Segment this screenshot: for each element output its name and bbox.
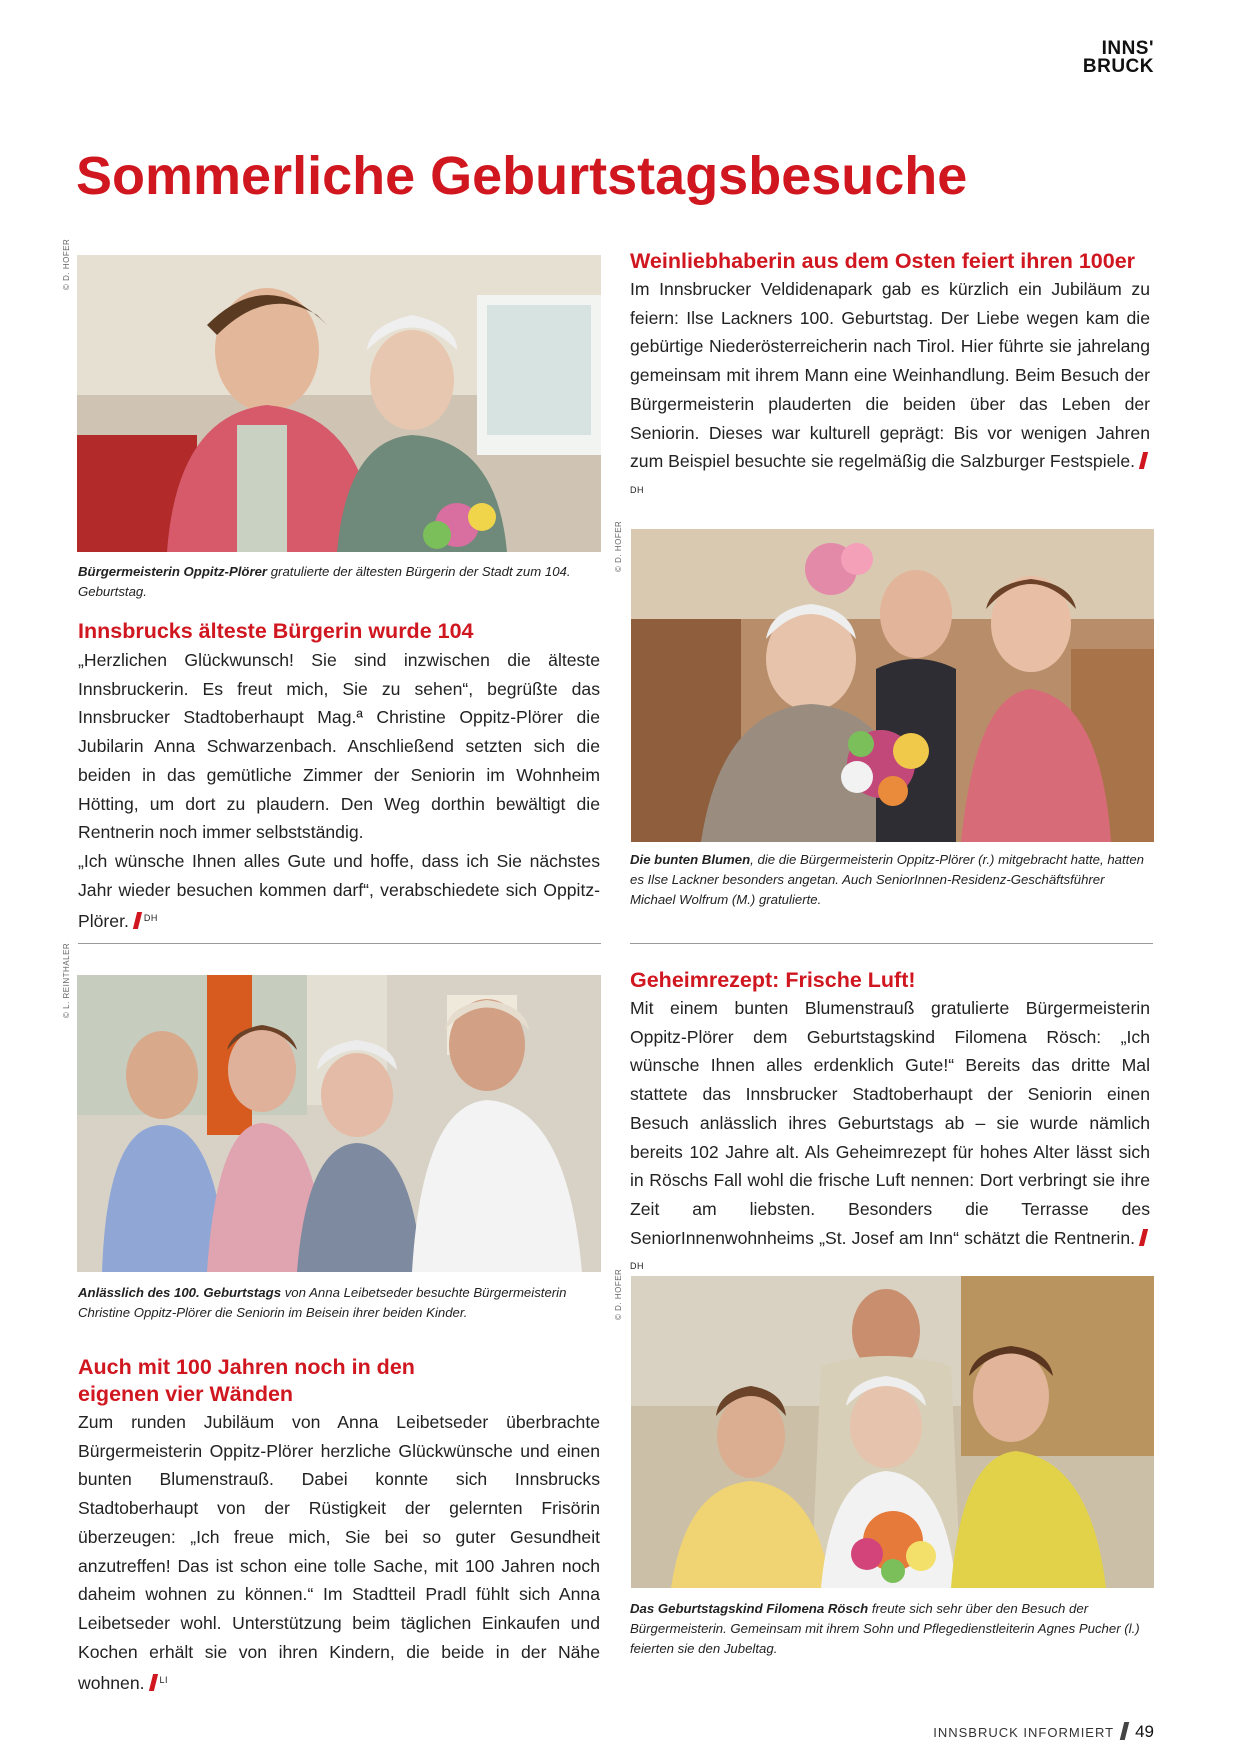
caption-2-text: , die die Bürgermeisterin Oppitz-Plörer (r.) mitgebracht hatte, hatten es Ilse Lackner besonders angetan. Auch SeniorInnen-Residenz-Geschäftsführer Michael Wolfrum (M.) gratulierte.: [630, 852, 1144, 907]
article-1-signature: DH: [143, 913, 158, 924]
photo-credit-1: © D. HOFER: [62, 238, 71, 290]
photo-credit-3: © L. REINTHALER: [62, 942, 71, 1018]
page-number: 49: [1135, 1722, 1154, 1741]
divider-left: [78, 943, 601, 944]
article-2-paragraph: [630, 275, 1150, 508]
footer-label: INNSBRUCK INFORMIERT: [933, 1725, 1115, 1740]
photo-credit-2: © D. HOFER: [614, 520, 623, 572]
caption-1-text: gratulierte der ältesten Bürgerin der Stadt zum 104. Geburtstag.: [78, 564, 571, 599]
caption-1: [78, 562, 598, 602]
caption-4-bold: Das Geburtstagskind Filomena Rösch: [630, 1601, 869, 1616]
photo-flowers-celebration: [631, 529, 1154, 842]
divider-right: [630, 943, 1153, 944]
article-1-paragraph-1: „Herzlichen Glückwunsch! Sie sind inzwischen die älteste Innsbruckerin. Es freut mich, Sie zu sehen“, begrüßte das Innsbrucker Stadtoberhaupt Mag.ª Christine Oppitz-Plörer die Jubilarin Anna Schwarzenbach. Anschließend setzten sich die beiden in das gemütliche Zimmer der Seniorin im Wohnheim Hötting, um dort zu plaudern. Den Weg dorthin bewältigt die Rentnerin noch immer selbstständig.: [78, 650, 600, 843]
end-mark-icon: [1139, 452, 1148, 469]
article-own-four-walls: [78, 1354, 600, 1698]
end-mark-icon: [133, 912, 142, 929]
logo-line-1: INNS': [1101, 38, 1154, 59]
article-4-paragraph-text: Mit einem bunten Blumenstrauß gratulierte Bürgermeisterin Oppitz-Plörer dem Geburtstagskind Filomena Rösch: „Ich wünsche Ihnen alles erdenklich Gute!“ Bereits das dritte Mal stattete das Innsbrucker Stadtoberhaupt der Seniorin einen Besuch anlässlich ihres Geburtstags ab – sie wurde nämlich bereits 102 Jahre alt. Als Geheimrezept für hohes Alter lässt sich in Röschs Fall wohl die frische Luft nennen: Dort verbringt sie ihre Zeit am liebsten. Besonders die Terrasse des SeniorInnenwohnheims „St. Josef am Inn“ schätzt die Rentnerin.: [630, 998, 1150, 1248]
article-2-heading: Weinliebhaberin aus dem Osten feiert ihren 100er: [630, 249, 1136, 273]
caption-3-bold: Anlässlich des 100. Geburtstags: [78, 1285, 282, 1300]
caption-2: [630, 850, 1152, 910]
article-3-paragraph: [78, 1408, 600, 1698]
end-mark-icon: [1139, 1229, 1148, 1246]
page-footer: [933, 1722, 1154, 1742]
article-wine-lover: [630, 248, 1150, 508]
article-oldest-citizen: [78, 618, 600, 936]
article-3-heading: [78, 1354, 600, 1408]
end-mark-icon: [148, 1674, 157, 1691]
article-2-paragraph-text: Im Innsbrucker Veldidenapark gab es kürzlich ein Jubiläum zu feiern: Ilse Lackners 100. Geburtstag. Der Liebe wegen kam die gebürtige Niederösterreicherin nach Tirol. Hier führte sie jahrelang gemeinsam mit ihrem Mann eine Weinhandlung. Beim Besuch der Bürgermeisterin plauderten die beiden über das Leben der Seniorin. Dieses war kulturell geprägt: Bis vor wenigen Jahren zum Beispiel besuchte sie regelmäßig die Salzburger Festspiele.: [630, 279, 1150, 472]
article-3-paragraph-text: Zum runden Jubiläum von Anna Leibetseder überbrachte Bürgermeisterin Oppitz-Plörer herzliche Glückwünsche und einen bunten Blumenstrauß. Dabei konnte sich Innsbrucks Stadtoberhaupt von der Rüstigkeit der gelernten Frisörin überzeugen: „Ich freue mich, Sie bei so guter Gesundheit anzutreffen! Das ist schon eine tolle Sache, mit 100 Jahren noch daheim wohnen zu können.“ Im Stadtteil Pradl fühlt sich Anna Leibetseder wohl. Unterstützung beim täglichen Einkaufen und Kochen erhält sie von ihren Kindern, die beide in der Nähe wohnen.: [78, 1412, 600, 1694]
article-4-signature: DH: [630, 1261, 644, 1272]
logo-line-2: BRUCK: [1082, 56, 1154, 77]
article-fresh-air: [630, 967, 1150, 1284]
article-2-signature: DH: [630, 484, 644, 495]
article-1-paragraph-2: [78, 847, 600, 936]
article-3-heading-line-2: eigenen vier Wänden: [78, 1382, 294, 1406]
article-1-paragraph-2-text: „Ich wünsche Ihnen alles Gute und hoffe, dass ich Sie nächstes Jahr wieder besuchen kommen darf“, verabschiedete sich Oppitz-Plörer.: [78, 850, 600, 932]
photo-credit-4: © D. HOFER: [614, 1268, 623, 1320]
caption-3: [78, 1283, 598, 1323]
article-1-heading: Innsbrucks älteste Bürgerin wurde 104: [78, 619, 474, 643]
article-3-heading-line-1: Auch mit 100 Jahren noch in den: [78, 1355, 415, 1379]
page-title: Sommerliche Geburtstagsbesuche: [76, 146, 968, 206]
photo-family-visit: [77, 975, 601, 1272]
caption-4: [630, 1599, 1152, 1659]
footer-divider-icon: [1120, 1722, 1129, 1740]
caption-2-bold: Die bunten Blumen: [630, 852, 751, 867]
caption-4-text: freute sich sehr über den Besuch der Bürgermeisterin. Gemeinsam mit ihrem Sohn und Pflegedienstleiterin Agnes Pucher (l.) feierten sie den Jubeltag.: [630, 1601, 1140, 1656]
article-3-signature: LI: [159, 1675, 169, 1686]
innsbruck-logo: [1083, 40, 1154, 76]
caption-1-bold: Bürgermeisterin Oppitz-Plörer: [78, 564, 268, 579]
photo-mayor-and-oldest-citizen: [77, 255, 601, 552]
article-4-paragraph: [630, 994, 1150, 1284]
caption-3-text: von Anna Leibetseder besuchte Bürgermeisterin Christine Oppitz-Plörer die Seniorin im Beisein ihrer beiden Kinder.: [78, 1285, 567, 1320]
article-4-heading: Geheimrezept: Frische Luft!: [630, 968, 916, 992]
photo-filomena-roesch: [631, 1276, 1154, 1588]
